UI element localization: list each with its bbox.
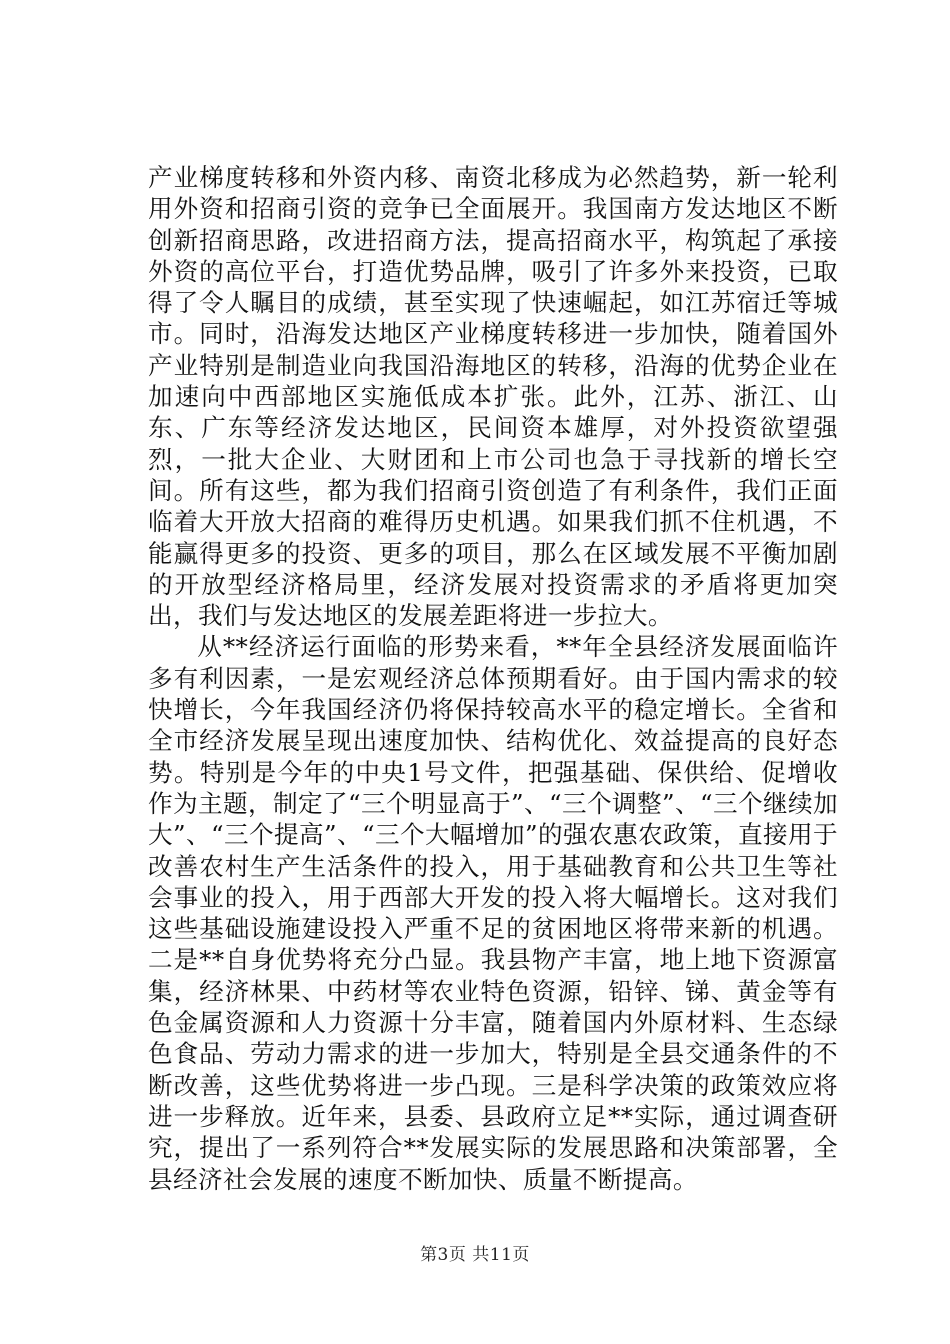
paragraph-economic-outlook: 从**经济运行面临的形势来看，**年全县经济发展面临许多有利因素，一是宏观经济总体预期看好。由于国内需求的较快增长，今年我国经济仍将保持较高水平的稳定增长。全省和全市经济发展呈现出速度加快、结构优化、效益提高的良好态势。特别是今年的中央1号文件，把强基础、保供给、促增收作为主题，制定了“三个明显高于”、“三个调整”、“三个继续加大”、“三个提高”、“三个大幅增加”的强农惠农政策，直接用于改善农村生产生活条件的投入，用于基础教育和公共卫生等社会事业的投入，用于西部大开发的投入将大幅增长。这对我们这些基础设施建设投入严重不足的贫困地区将带来新的机遇。二是**自身优势将充分凸显。我县物产丰富，地上地下资源富集，经济林果、中药材等农业特色资源，铅锌、锑、黄金等有色金属资源和人力资源十分丰富，随着国内外原材料、生态绿色食品、劳动力需求的进一步加大，特别是全县交通条件的不断改善，这些优势将进一步凸现。三是科学决策的政策效应将进一步释放。近年来，县委、县政府立足**实际，通过调查研究，提出了一系列符合**发展实际的发展思路和决策部署，全县经济社会发展的速度不断加快、质量不断提高。 xyxy=(148,632,838,1194)
paragraph-continuation: 产业梯度转移和外资内移、南资北移成为必然趋势，新一轮利用外资和招商引资的竞争已全面展开。我国南方发达地区不断创新招商思路，改进招商方法，提高招商水平，构筑起了承接外资的高位平台，打造优势品牌，吸引了许多外来投资，已取得了令人瞩目的成绩，甚至实现了快速崛起，如江苏宿迁等城市。同时，沿海发达地区产业梯度转移进一步加快，随着国外产业特别是制造业向我国沿海地区的转移，沿海的优势企业在加速向中西部地区实施低成本扩张。此外，江苏、浙江、山东、广东等经济发达地区，民间资本雄厚，对外投资欲望强烈，一批大企业、大财团和上市公司也急于寻找新的增长空间。所有这些，都为我们招商引资创造了有利条件，我们正面临着大开放大招商的难得历史机遇。如果我们抓不住机遇，不能赢得更多的投资、更多的项目，那么在区域发展不平衡加剧的开放型经济格局里，经济发展对投资需求的矛盾将更加突出，我们与发达地区的发展差距将进一步拉大。 xyxy=(148,163,838,631)
document-body xyxy=(148,162,838,1195)
page-number-footer: 第3页 共11页 xyxy=(420,1245,530,1265)
